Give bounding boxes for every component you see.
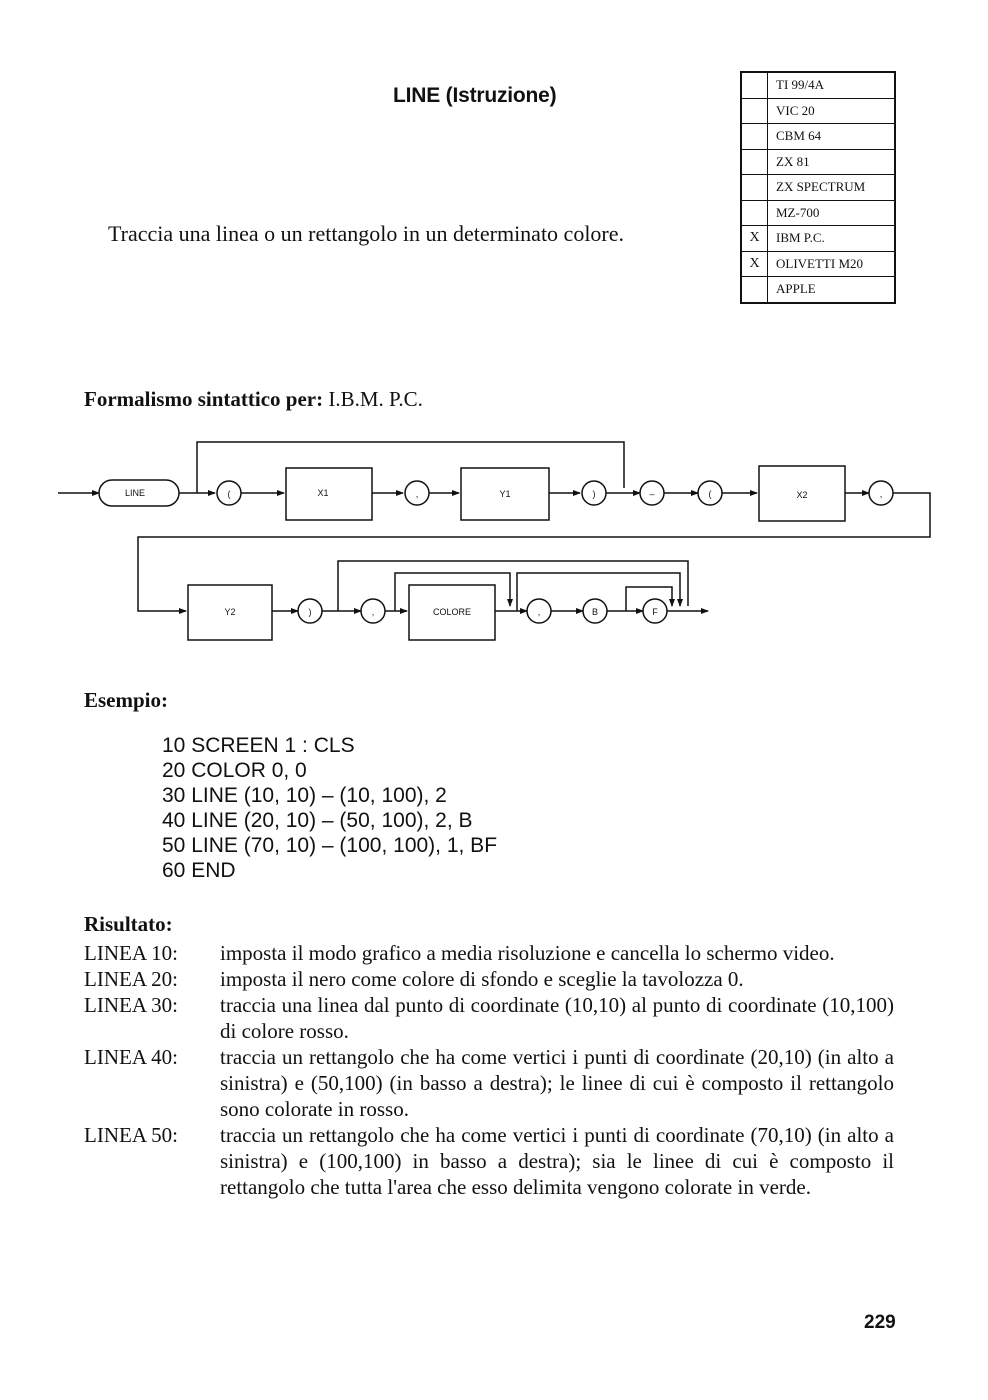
result-heading: Risultato: [84,912,173,936]
compat-mark: X [741,226,768,252]
comma-label: , [537,607,541,617]
compat-name: VIC 20 [768,98,896,124]
compat-mark: X [741,251,768,277]
code-line: 50 LINE (70, 10) – (100, 100), 1, BF [162,834,498,857]
x1-label: X1 [317,488,329,498]
y2-label: Y2 [224,607,236,617]
wrap-line [138,493,930,611]
compat-mark [741,149,768,175]
result-row [84,1044,894,1122]
bypass-line [338,561,688,611]
example-heading: Esempio: [84,688,168,712]
compat-mark [741,98,768,124]
intro-paragraph: Traccia una linea o un rettangolo in un determinato colore. [108,221,625,246]
compat-mark [741,72,768,98]
compat-row [741,149,895,175]
result-text: imposta il modo grafico a media risoluzione e cancella lo schermo video. [220,941,835,965]
syntax-heading-bold: Formalismo sintattico per: [84,387,324,411]
x2-label: X2 [796,490,808,500]
result-label: LINEA 40: [84,1045,178,1069]
b-label: B [591,607,599,617]
code-line: 40 LINE (20, 10) – (50, 100), 2, B [162,809,473,832]
colore-label: COLORE [432,607,472,617]
compat-mark [741,200,768,226]
f-label: F [652,607,658,617]
compat-row [741,277,895,303]
result-text: traccia una linea dal punto di coordinate (10,10) al punto di coordinate (10,100) di colore rosso. [220,993,894,1043]
compat-row [741,175,895,201]
compat-row [741,226,895,252]
compat-name: ZX 81 [768,149,896,175]
result-row [84,940,894,966]
compat-row [741,200,895,226]
compat-name: OLIVETTI M20 [768,251,896,277]
result-text: imposta il nero come colore di sfondo e sceglie la tavolozza 0. [220,967,744,991]
compat-mark [741,277,768,303]
result-text: traccia un rettangolo che ha come vertici i punti di coordinate (70,10) (in alto a sinistra) e (100,100) in basso a destra); sia le linee di cui è composto il rettangolo che tutta l'area che esso delimita vengono colorate in verde. [220,1123,894,1199]
result-row [84,966,894,992]
code-line: 20 COLOR 0, 0 [162,759,307,782]
compat-name: IBM P.C. [768,226,896,252]
close-paren-label: ) [592,489,596,499]
compatibility-table [740,71,896,304]
code-listing [162,733,497,883]
bypass-line [626,587,672,611]
open-paren-label: ( [708,489,712,499]
result-label: LINEA 10: [84,941,178,965]
comma-label: , [371,607,375,617]
bypass-line [517,573,680,611]
code-line: 10 SCREEN 1 : CLS [162,734,355,757]
compat-name: ZX SPECTRUM [768,175,896,201]
bypass-line [395,573,510,611]
code-line: 30 LINE (10, 10) – (10, 100), 2 [162,784,447,807]
compat-row [741,124,895,150]
compat-mark [741,124,768,150]
result-label: LINEA 50: [84,1123,178,1147]
compat-row [741,72,895,98]
result-text: traccia un rettangolo che ha come vertici i punti di coordinate (20,10) (in alto a sinistra) e (50,100) (in basso a destra); le linee di cui è composto il rettangolo sono colorate in rosso. [220,1045,894,1121]
open-paren-label: ( [227,489,231,499]
dash-label: – [649,489,655,499]
result-label: LINEA 30: [84,993,178,1017]
y1-label: Y1 [499,489,511,499]
comma-label: , [879,489,883,499]
code-line: 60 END [162,859,236,882]
result-row [84,992,894,1044]
compat-row [741,251,895,277]
syntax-heading-target: I.B.M. P.C. [323,387,423,411]
compat-name: MZ-700 [768,200,896,226]
x1-box [286,468,372,520]
close-paren-label: ) [308,607,312,617]
result-list [84,940,894,1200]
bypass-line [197,442,624,493]
line-keyword-label: LINE [124,488,146,498]
result-label: LINEA 20: [84,967,178,991]
compat-name: CBM 64 [768,124,896,150]
page-title: LINE (Istruzione) [393,84,557,107]
compat-name: APPLE [768,277,896,303]
page-number: 229 [864,1312,896,1333]
result-row [84,1122,894,1200]
syntax-diagram [0,430,988,690]
compat-row [741,98,895,124]
compat-mark [741,175,768,201]
compat-name: TI 99/4A [768,72,896,98]
comma-label: , [415,489,419,499]
syntax-heading [84,387,423,412]
